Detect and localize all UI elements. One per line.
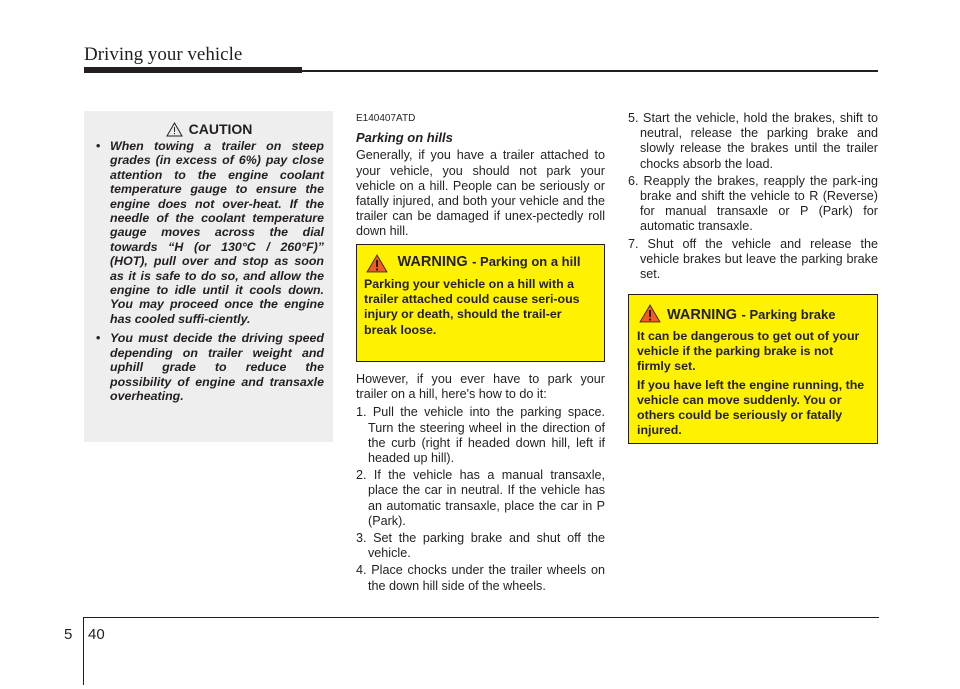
warning-header: [637, 303, 869, 324]
middle-column: [356, 111, 605, 240]
footer-divider: [83, 617, 84, 685]
caution-triangle-icon: [166, 122, 183, 137]
right-column: [628, 111, 878, 284]
caution-item: • When towing a trailer on steep grades (in excess of 6%) pay close attention to the engine coolant temperature gauge to ensure the engine does not over-heat. If the needle of the coolant temperature gauge moves across the dial towards “H (or 130°C / 260°F)” (HOT), pull over and stop as soon as it is safe to do so, and allow the engine to idle until it cools down. You may proceed once the engine has cooled suffi-ciently.: [96, 139, 324, 326]
warning-word: WARNING: [397, 254, 468, 270]
caution-header: [94, 121, 324, 137]
warning-box-parking-on-hill: [356, 244, 605, 362]
caution-box: [84, 111, 333, 442]
steps-list-continued: [628, 111, 878, 282]
warning-header: [364, 253, 597, 273]
warning-word: WARNING: [667, 307, 738, 323]
intro-paragraph: Generally, if you have a trailer attached to your vehicle, you should not park your vehicle on a hill. People can be seriously or fatally injured, and both your vehicle and the trailer can be damaged if unex-pectedly roll down hill.: [356, 148, 605, 239]
page-number: 40: [88, 626, 105, 643]
page-header-title: Driving your vehicle: [84, 44, 243, 65]
warning-subject: - Parking on a hill: [472, 254, 581, 269]
step-item: 7. Shut off the vehicle and release the vehicle brakes but leave the parking brake set.: [628, 236, 878, 282]
header-rule-thin: [300, 70, 878, 72]
caution-title: CAUTION: [188, 121, 253, 137]
step-item: 3. Set the parking brake and shut off the vehicle.: [356, 531, 605, 561]
header-rule-thick: [84, 67, 302, 73]
warning-subject: - Parking brake: [741, 307, 836, 322]
steps-list: [356, 405, 605, 593]
warning-body-1: It can be dangerous to get out of your vehicle if the parking brake is not firmly set.: [637, 329, 860, 374]
section-subheading: Parking on hills: [356, 130, 453, 146]
warning-body: Parking your vehicle on a hill with a trailer attached could cause seri-ous injury or death, should the trail-er break loose.: [364, 277, 580, 337]
warning-triangle-icon: [366, 254, 388, 273]
however-paragraph: However, if you ever have to park your trailer on a hill, here's how to do it:: [356, 372, 605, 402]
caution-item: • You must decide the driving speed depending on trailer weight and uphill grade to reduce the possibility of engine and transaxle overheating.: [96, 331, 324, 403]
warning-body-2: If you have left the engine running, the vehicle can move suddenly. You or others could be seriously or fatally injured.: [637, 377, 865, 438]
step-item: 2. If the vehicle has a manual transaxle, place the car in neutral. If the vehicle has an automatic transaxle, place the car in P (Park).: [356, 468, 605, 528]
section-code: E140407ATD: [356, 113, 416, 124]
step-item: 5. Start the vehicle, hold the brakes, shift to neutral, release the parking brake and slowly release the brakes until the trailer chocks absorb the load.: [628, 111, 878, 171]
warning-box-parking-brake: [628, 294, 878, 444]
middle-column-lower: [356, 372, 605, 596]
warning-triangle-icon: [639, 304, 661, 323]
footer-rule: [83, 617, 879, 618]
step-item: 6. Reapply the brakes, reapply the park-ing brake and shift the vehicle to R (Reverse) for manual transaxle or P (Park) for automatic transaxle.: [628, 173, 878, 234]
chapter-number: 5: [64, 626, 73, 643]
caution-list: [94, 139, 324, 403]
step-item: 4. Place chocks under the trailer wheels on the down hill side of the wheels.: [356, 563, 605, 593]
step-item: 1. Pull the vehicle into the parking space. Turn the steering wheel in the direction of the curb (right if headed down hill, left if headed up hill).: [356, 405, 605, 466]
